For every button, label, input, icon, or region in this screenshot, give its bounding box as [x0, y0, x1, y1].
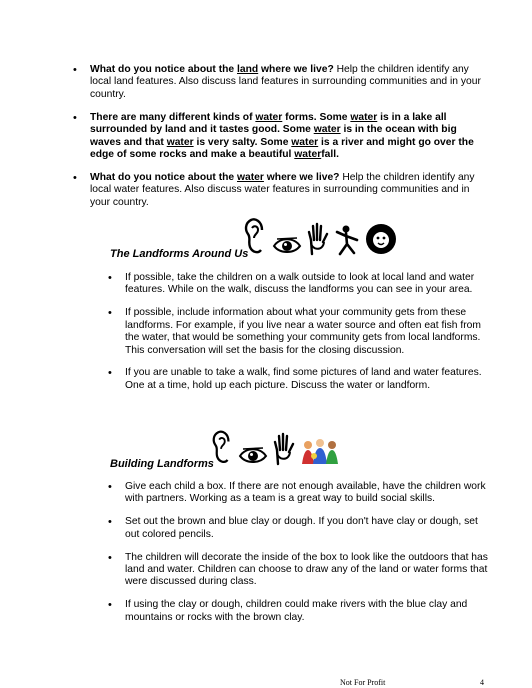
section-heading-building-landforms: Building Landforms: [110, 458, 214, 470]
hand-icon: [272, 432, 296, 466]
intro-bullet-water: [90, 172, 490, 209]
text-run: where we live?: [263, 171, 340, 183]
text-run: What do you notice about the: [90, 171, 238, 183]
text-run: water: [313, 124, 341, 136]
lion-icon: [364, 222, 398, 256]
section1-icon-row: [242, 216, 398, 256]
children-group-icon: [300, 438, 340, 466]
hand-icon: [306, 222, 330, 256]
section2-icon-row: [210, 428, 340, 466]
text-run: water: [294, 148, 322, 160]
section-heading-landforms: The Landforms Around Us: [110, 248, 249, 260]
list-item: • If possible, take the children on a walk outside to look at local land and water features. While on the walk, discuss the landforms you can see in your area.: [125, 272, 495, 297]
list-item: • If you are unable to take a walk, find some pictures of land and water features. One at a time, hold up each picture. Discuss the water or landform.: [125, 367, 495, 392]
list-item: • The children will decorate the inside of the box to look like the outdoors that has land and water. Children can choose to draw any of the land or water forms that were discussed during class.: [125, 552, 495, 589]
text-run: There are many different kinds of: [90, 111, 256, 123]
footer-text: Not For Profit: [340, 678, 386, 687]
eye-icon: [238, 444, 268, 466]
text-run: land: [237, 64, 259, 75]
ear-icon: [242, 216, 268, 256]
text-run: water: [291, 136, 319, 148]
text-run: Help the children identify any local land features. Also discuss land features in surrounding communities and in your country.: [90, 64, 481, 100]
page-number: 4: [480, 678, 484, 687]
landforms-around-us-bullet-list: [125, 272, 495, 403]
list-item: • Give each child a box. If there are not enough available, have the children work with partners. Working as a team is a great way to build social skills.: [125, 481, 495, 506]
figure-icon: [334, 224, 360, 256]
intro-bullet-land: [90, 64, 490, 101]
text-run: fall.: [321, 148, 339, 160]
list-item: • Set out the brown and blue clay or dough. If you don't have clay or dough, set out colored pencils.: [125, 516, 495, 541]
text-run: is very salty. Some: [193, 136, 292, 148]
list-item: • If using the clay or dough, children could make rivers with the blue clay and mountains or rocks with the brown clay.: [125, 599, 495, 624]
text-run: is in a lake all surrounded by land and it tastes good. Some: [90, 111, 447, 136]
text-run: water: [255, 111, 283, 123]
intro-bullet-water-forms: [90, 112, 490, 162]
text-run: is a river and might go over the edge of some rocks and make a beautiful: [90, 136, 474, 160]
text-run: Help the children identify any local water features. Also discuss water features in surrounding communities and in your country.: [90, 171, 475, 208]
text-run: water: [237, 171, 264, 183]
building-landforms-bullet-list: [125, 481, 495, 635]
text-run: What do you notice about the: [90, 64, 238, 75]
text-run: is in the ocean with big waves and that: [90, 124, 457, 148]
text-run: water: [166, 136, 194, 148]
text-run: forms. Some: [282, 111, 351, 123]
ear-icon: [210, 428, 234, 466]
intro-bullet-list: [90, 64, 490, 220]
text-run: water: [350, 111, 378, 123]
list-item: • If possible, include information about what your community gets from these landforms. For example, if you live near a water source and often eat fish from the water, that would be something your community gets from local landforms. This conversation will set the basis for the closing discussion.: [125, 307, 495, 357]
eye-icon: [272, 234, 302, 256]
text-run: where we live?: [258, 64, 334, 75]
